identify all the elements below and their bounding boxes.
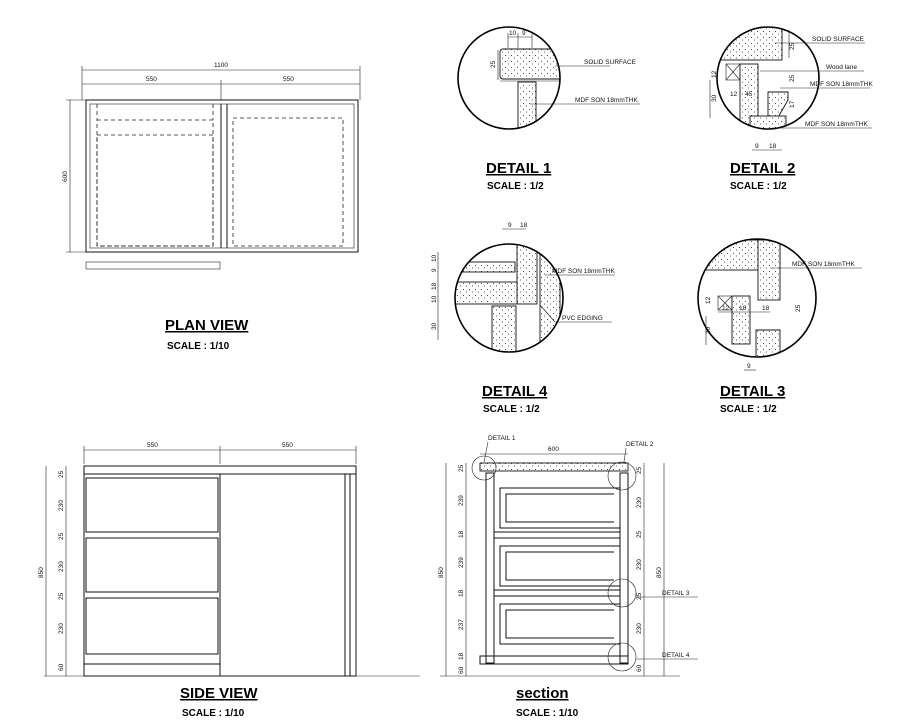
d3-dim-3: 18 [762, 305, 770, 312]
sec-dim-width: 600 [548, 446, 559, 453]
d2-dim-7: 9 [755, 143, 759, 150]
d4-dim-l2: 18 [431, 282, 438, 290]
section-view [438, 435, 698, 719]
d2-title: DETAIL 2 [730, 160, 796, 177]
sec-rd-0: 25 [636, 466, 643, 474]
sec-dim-h-right: 850 [656, 567, 663, 578]
sec-rd-4: 25 [636, 592, 643, 600]
d2-dim-6: 17 [789, 100, 796, 108]
side-dim-right: 550 [282, 442, 293, 449]
d3-title: DETAIL 3 [720, 383, 786, 400]
d2-label-top: SOLID SURFACE [812, 36, 865, 43]
sec-callout-d2: DETAIL 2 [626, 441, 654, 448]
d1-label-top: SOLID SURFACE [584, 59, 637, 66]
sec-callout-d1: DETAIL 1 [488, 435, 516, 442]
d2-scale: SCALE : 1/2 [730, 181, 787, 192]
sec-ld-1: 239 [458, 495, 465, 506]
side-title: SIDE VIEW [180, 685, 258, 702]
side-ld-4: 25 [58, 592, 65, 600]
plan-dim-left: 550 [146, 76, 157, 83]
d3-dim-0: 12 [705, 296, 712, 304]
side-ld-0: 25 [58, 470, 65, 478]
d3-dim-6: 9 [747, 363, 751, 370]
sec-callout-d3: DETAIL 3 [662, 590, 690, 597]
d2-dim-4: 12 [730, 91, 738, 98]
d4-title: DETAIL 4 [482, 383, 548, 400]
d4-label-pvc: PVC EDGING [562, 315, 603, 322]
d4-dim-l0: 10 [431, 254, 438, 262]
side-ld-1: 230 [58, 500, 65, 511]
d3-dim-1: 12 [722, 305, 730, 312]
d1-dim-b: 9 [522, 30, 526, 37]
sec-ld-0: 25 [458, 464, 465, 472]
side-scale: SCALE : 1/10 [182, 708, 245, 719]
d3-dim-4: 25 [795, 304, 802, 312]
d1-scale: SCALE : 1/2 [487, 181, 544, 192]
d3-dim-5: 30 [705, 326, 712, 334]
d2-dim-1: 12 [711, 70, 718, 78]
section-scale: SCALE : 1/10 [516, 708, 579, 719]
d4-dim-l3: 10 [431, 295, 438, 303]
d2-dim-8: 18 [769, 143, 777, 150]
detail-3 [698, 239, 862, 415]
sec-ld-3: 239 [458, 557, 465, 568]
side-dim-height: 850 [38, 567, 45, 578]
plan-dim-right: 550 [283, 76, 294, 83]
d2-dim-2: 25 [789, 74, 796, 82]
d2-dim-3: 30 [711, 94, 718, 102]
sec-ld-4: 18 [458, 589, 465, 597]
d3-dim-2: 18 [739, 305, 747, 312]
d2-label-mdf2: MDF SON 18mmTHK [805, 121, 868, 128]
sec-callout-d4: DETAIL 4 [662, 652, 690, 659]
sec-rd-1: 230 [636, 497, 643, 508]
d2-label-mdf1: MDF SON 18mmTHK [810, 81, 873, 88]
side-ld-2: 25 [58, 532, 65, 540]
detail-4 [431, 222, 616, 415]
d4-label-mdf: MDF SON 18mmTHK [552, 268, 615, 275]
d3-label-mdf: MDF SON 18mmTHK [792, 261, 855, 268]
d4-scale: SCALE : 1/2 [483, 404, 540, 415]
d3-scale: SCALE : 1/2 [720, 404, 777, 415]
detail-2 [700, 26, 874, 192]
sec-rd-6: 60 [636, 664, 643, 672]
side-view [38, 442, 420, 719]
d2-dim-5: 45 [745, 91, 753, 98]
sec-rd-3: 230 [636, 559, 643, 570]
sec-rd-5: 230 [636, 623, 643, 634]
d4-dim-l1: 9 [431, 268, 438, 272]
d1-dim-a: 10 [509, 30, 517, 37]
sec-dim-h-left: 850 [438, 567, 445, 578]
section-title: section [516, 685, 569, 702]
plan-dim-total: 1100 [214, 62, 228, 69]
sec-ld-7: 60 [458, 666, 465, 674]
plan-scale: SCALE : 1/10 [167, 341, 230, 352]
d1-title: DETAIL 1 [486, 160, 552, 177]
plan-view [62, 62, 360, 352]
d2-dim-0: 25 [789, 42, 796, 50]
d4-dim-l4: 30 [431, 322, 438, 330]
side-ld-3: 230 [58, 561, 65, 572]
sec-ld-6: 18 [458, 652, 465, 660]
d1-label-bottom: MDF SON 18mmTHK [575, 97, 638, 104]
d1-dim-v: 25 [490, 60, 497, 68]
sec-rd-2: 25 [636, 530, 643, 538]
sec-ld-5: 237 [458, 619, 465, 630]
d4-dim-top-0: 9 [508, 222, 512, 229]
d2-label-mid: Wood lane [826, 64, 857, 71]
side-ld-6: 60 [58, 663, 65, 671]
side-dim-left: 550 [147, 442, 158, 449]
plan-title: PLAN VIEW [165, 317, 249, 334]
sec-ld-2: 18 [458, 530, 465, 538]
plan-dim-depth: 600 [62, 171, 69, 182]
d4-dim-top-1: 18 [520, 222, 528, 229]
detail-1 [458, 27, 640, 192]
side-ld-5: 230 [58, 623, 65, 634]
